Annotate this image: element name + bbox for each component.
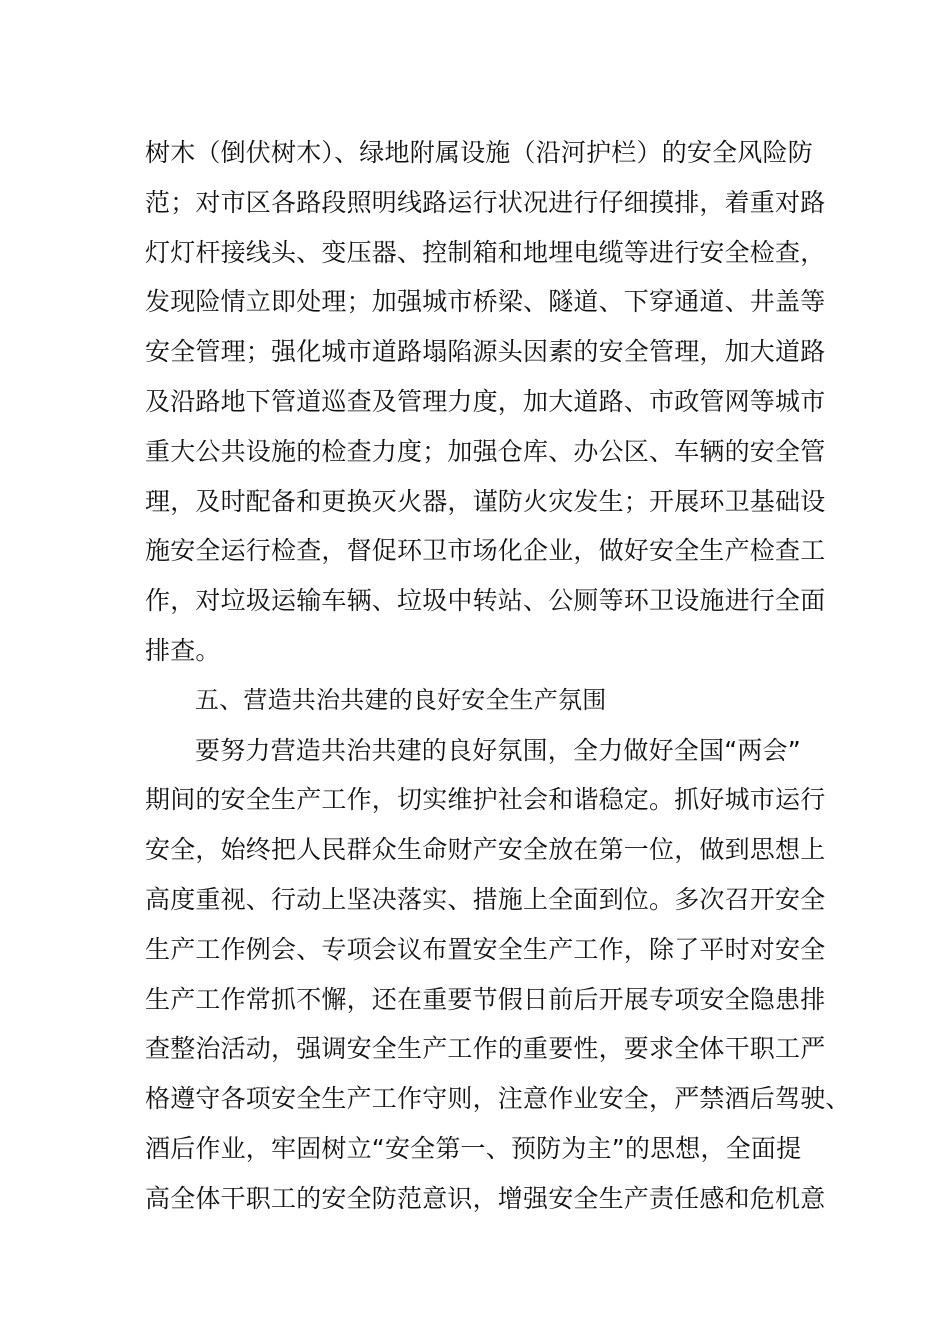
paragraph-line: 作，对垃圾运输车辆、垃圾中转站、公厕等环卫设施进行全面 [145, 586, 826, 616]
paragraph-1 [145, 128, 826, 676]
paragraph-line: 树木（倒伏树木）、绿地附属设施（沿河护栏）的安全风险防 [145, 138, 813, 167]
paragraph-line: 高度重视、行动上坚决落实、措施上全面到位。多次召开安全 [145, 884, 826, 914]
paragraph-line: 发现险情立即处理；加强城市桥梁、隧道、下穿通道、井盖等 [145, 287, 826, 317]
paragraph-line: 期间的安全生产工作，切实维护社会和谐稳定。抓好城市运行 [145, 785, 826, 815]
paragraph-line: 及沿路地下管道巡查及管理力度，加大道路、市政管网等城市 [145, 386, 826, 416]
paragraph-line: 理，及时配备和更换灭火器，谨防火灾发生；开展环卫基础设 [145, 486, 826, 516]
paragraph-line: 高全体干职工的安全防范意识，增强安全生产责任感和危机意 [145, 1183, 826, 1213]
paragraph-line: 格遵守各项安全生产工作守则，注意作业安全，严禁酒后驾驶、 [145, 1084, 851, 1114]
paragraph-2 [145, 726, 851, 1224]
paragraph-line: 要努力营造共治共建的良好氛围，全力做好全国“两会” [195, 735, 801, 765]
paragraph-line: 重大公共设施的检查力度；加强仓库、办公区、车辆的安全管 [145, 436, 826, 466]
paragraph-line: 范；对市区各路段照明线路运行状况进行仔细摸排，着重对路 [145, 187, 826, 217]
paragraph-line: 安全，始终把人民群众生命财产安全放在第一位，做到思想上 [145, 835, 826, 865]
paragraph-line: 查整治活动，强调安全生产工作的重要性，要求全体干职工严 [145, 1034, 826, 1064]
paragraph-line: 安全管理；强化城市道路塌陷源头因素的安全管理，加大道路 [145, 337, 826, 367]
paragraph-line: 施安全运行检查，督促环卫市场化企业，做好安全生产检查工 [145, 536, 826, 566]
document-body [145, 128, 851, 1224]
paragraph-line: 灯灯杆接线头、变压器、控制箱和地埋电缆等进行安全检查， [145, 237, 826, 267]
section-heading: 五、营造共治共建的良好安全生产氛围 [195, 685, 607, 714]
paragraph-line: 生产工作常抓不懈，还在重要节假日前后开展专项安全隐患排 [145, 984, 826, 1014]
paragraph-line: 排查。 [145, 635, 221, 665]
paragraph-line: 酒后作业，牢固树立“安全第一、预防为主”的思想，全面提 [145, 1133, 802, 1163]
paragraph-line: 生产工作例会、专项会议布置安全生产工作，除了平时对安全 [145, 934, 826, 964]
